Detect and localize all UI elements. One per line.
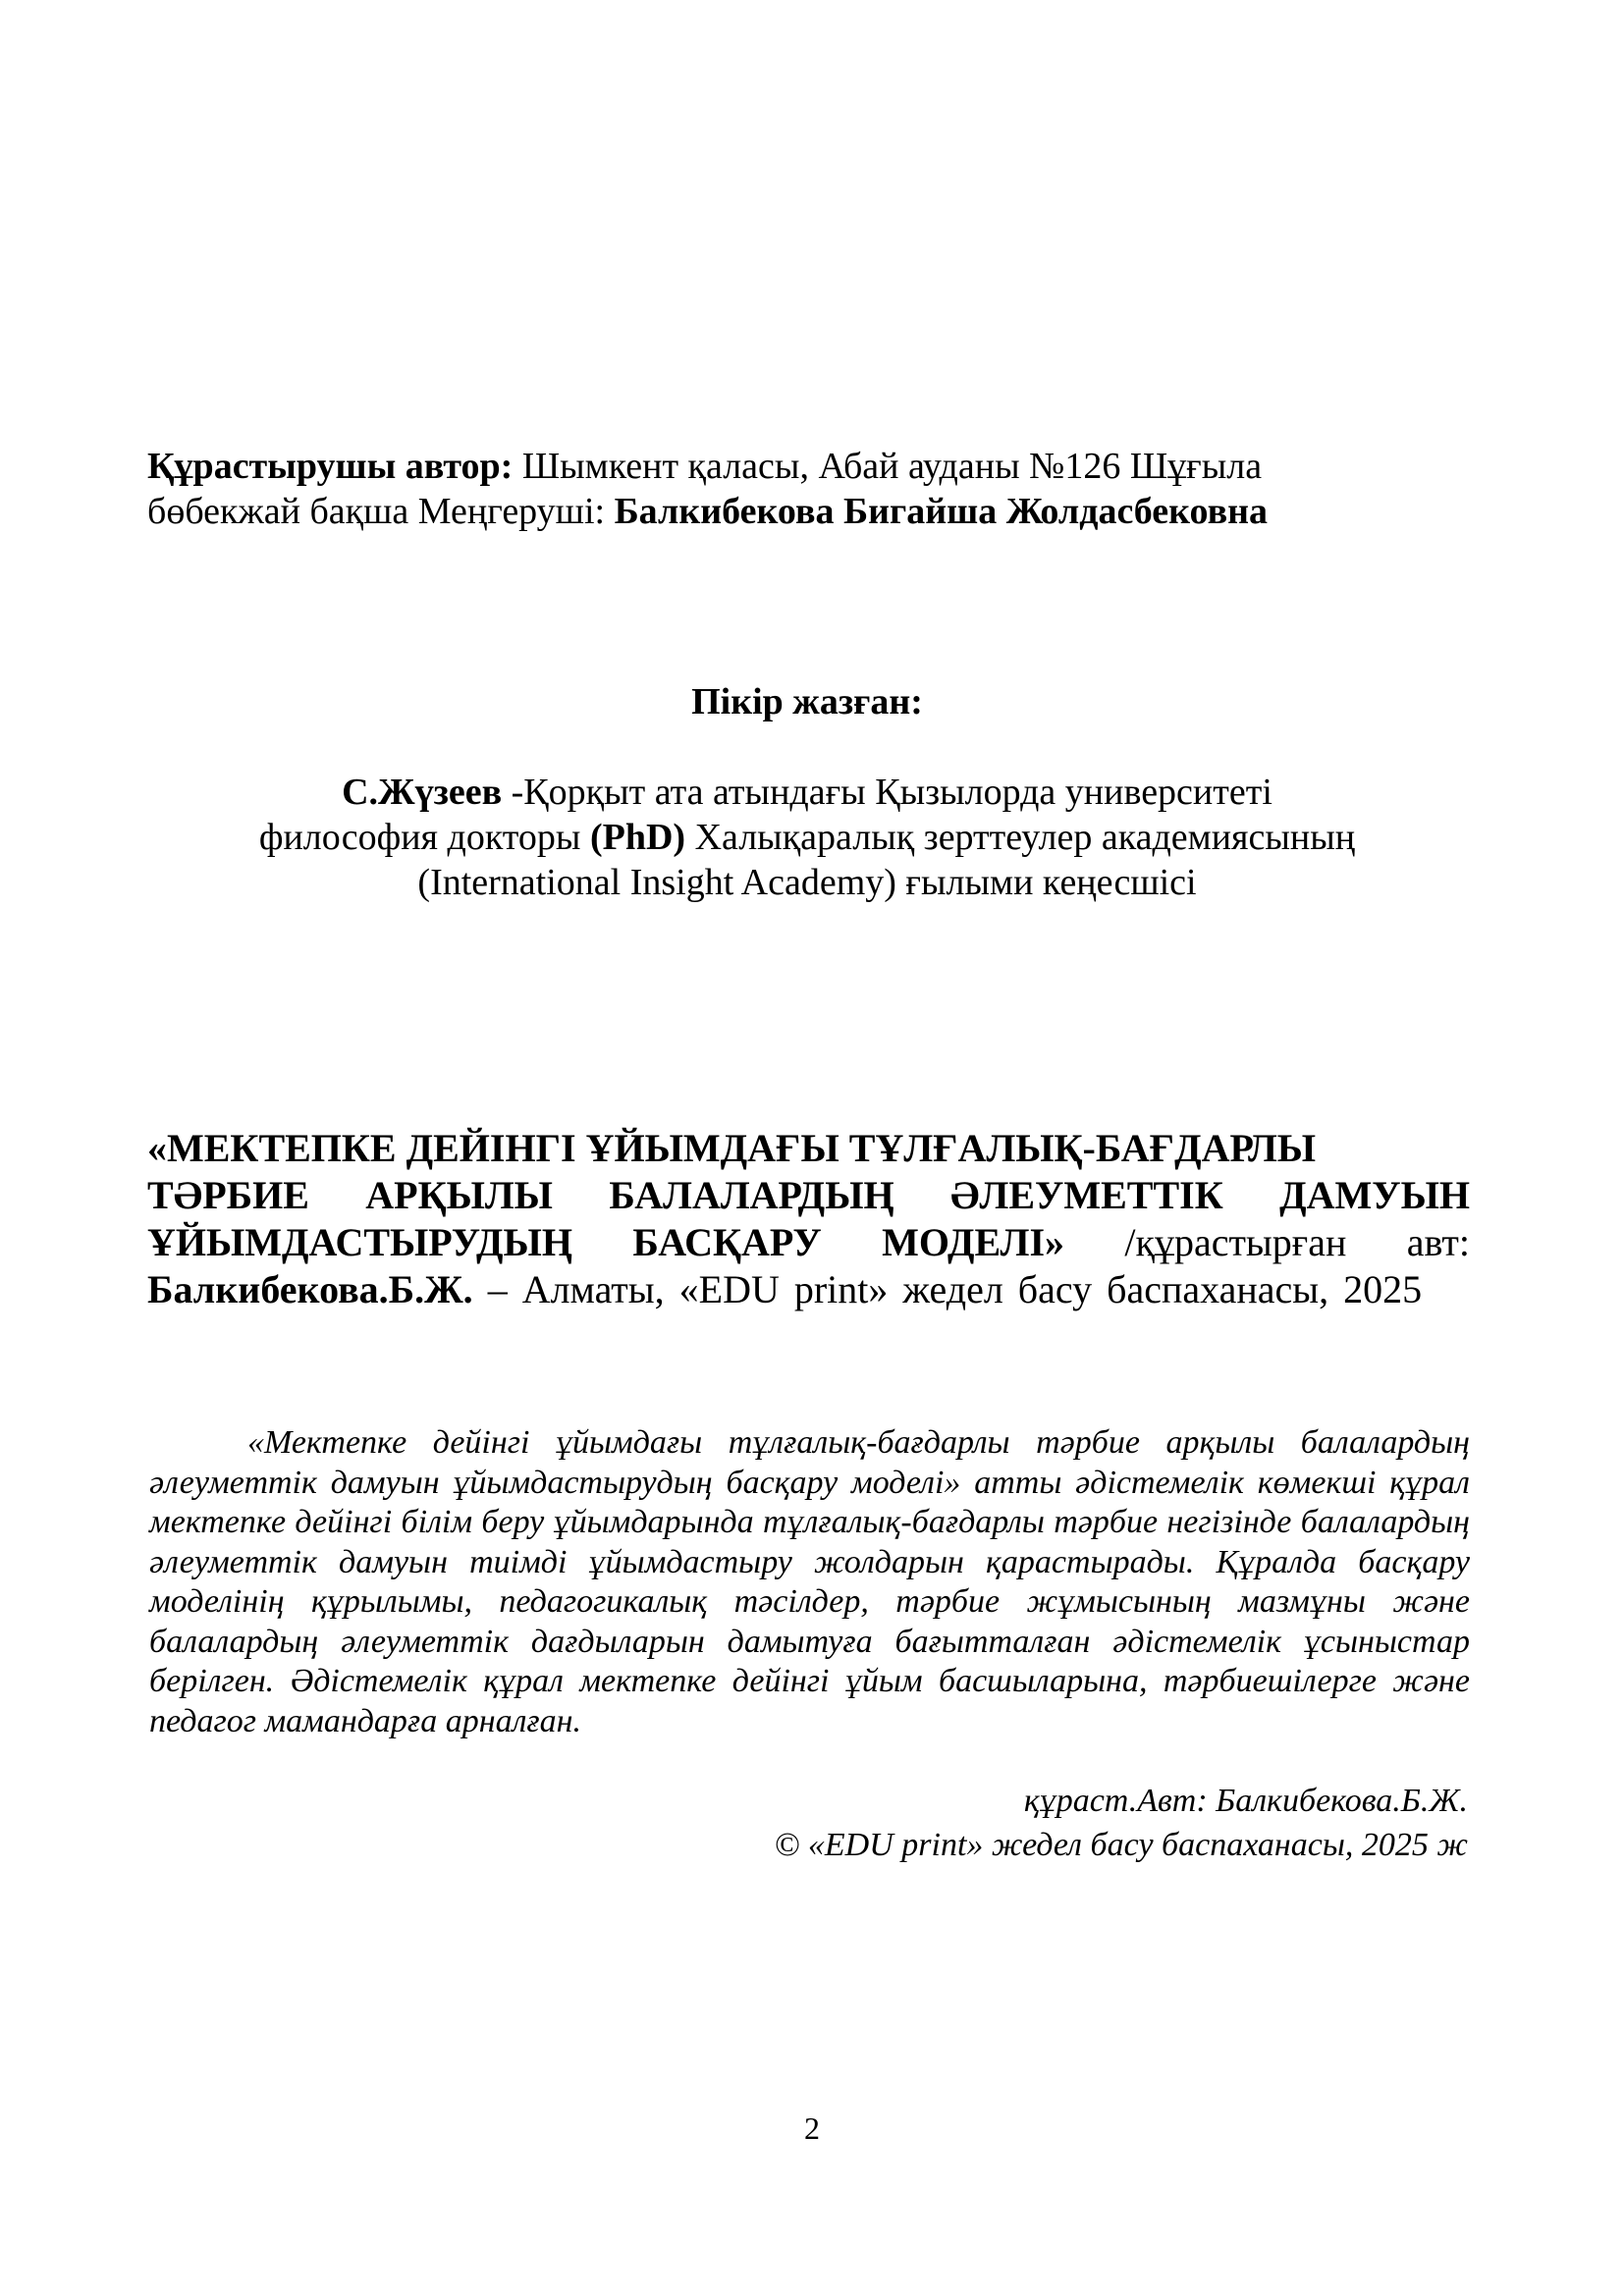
- reviewer-paragraph: [147, 770, 1467, 905]
- book-imprint-text: – Алматы, «EDU print» жедел басу баспаханасы, 2025: [472, 1267, 1423, 1311]
- reviewer-degree: философия докторы: [258, 817, 590, 858]
- reviewer-academy: Халықаралық зерттеулер академиясының: [685, 817, 1356, 858]
- reviewer-line-3: (International Insight Academy) ғылыми кеңесшісі: [417, 862, 1197, 903]
- credits-compiler-line: құраст.Авт: Балкибекова.Б.Ж.: [1023, 1783, 1468, 1819]
- credits-copyright-line: © «EDU print» жедел басу баспаханасы, 2025 ж: [774, 1827, 1468, 1863]
- annotation-paragraph: «Мектепке дейінгі ұйымдағы тұлғалық-бағдарлы тәрбие арқылы балалардың әлеуметтік дамуын ұйымдастырудың басқару моделі» атты әдістемелік көмекші құрал мектепке дейінгі білім беру ұйымдарында тұлғалық-бағдарлы тәрбие негізінде балалардың әлеуметтік дамуын тиімді ұйымдастыру жолдарын қарастырады. Құралда басқару моделінің құрылымы, педагогикалық тәсілдер, тәрбие жұмысының мазмұны және балалардың әлеуметтік дағдыларын дамытуға бағытталған әдістемелік ұсыныстар берілген. Әдістемелік құрал мектепке дейінгі ұйым басшыларына, тәрбиешілерге және педагог мамандарға арналған.: [149, 1424, 1470, 1739]
- compiler-author-name: Балкибекова Бигайша Жолдасбековна: [614, 491, 1269, 532]
- compiler-author-label: Құрастырушы автор:: [147, 446, 514, 487]
- book-title-line-3-title: ҰЙЫМДАСТЫРУДЫҢ БАСҚАРУ МОДЕЛІ»: [147, 1220, 1065, 1264]
- book-title-line-1: «МЕКТЕПКЕ ДЕЙІНГІ ҰЙЫМДАҒЫ ТҰЛҒАЛЫҚ-БАҒДАРЛЫ: [147, 1126, 1317, 1170]
- compiler-author-paragraph: [147, 444, 1467, 534]
- reviewer-line-2: [147, 815, 1467, 860]
- reviewer-affiliation: -Қорқыт ата атындағы Қызылорда университеті: [502, 772, 1272, 813]
- credits-block: [147, 1779, 1468, 1867]
- book-title-compiled-by: /құрастырған авт:: [1064, 1220, 1470, 1264]
- reviewer-heading: Пікір жазған:: [691, 681, 923, 722]
- reviewer-line-1: [147, 770, 1467, 815]
- book-title-line-3: [147, 1219, 1470, 1266]
- book-imprint-line: [147, 1266, 1470, 1313]
- reviewer-degree-abbr: (PhD): [589, 817, 686, 858]
- book-title-line-2: ТӘРБИЕ АРҚЫЛЫ БАЛАЛАРДЫҢ ӘЛЕУМЕТТІК ДАМУЫН: [147, 1173, 1470, 1217]
- compiler-author-location: Шымкент қаласы, Абай ауданы №126 Шұғыла: [513, 446, 1263, 487]
- annotation-block: [149, 1423, 1470, 1741]
- page-number: 2: [804, 2110, 820, 2146]
- compiler-author-role: бөбекжай бақша Меңгеруші:: [147, 491, 615, 532]
- book-title-block: [147, 1125, 1470, 1313]
- book-author-name: Балкибекова.Б.Ж.: [147, 1267, 473, 1311]
- reviewer-name: С.Жүзеев: [342, 772, 503, 813]
